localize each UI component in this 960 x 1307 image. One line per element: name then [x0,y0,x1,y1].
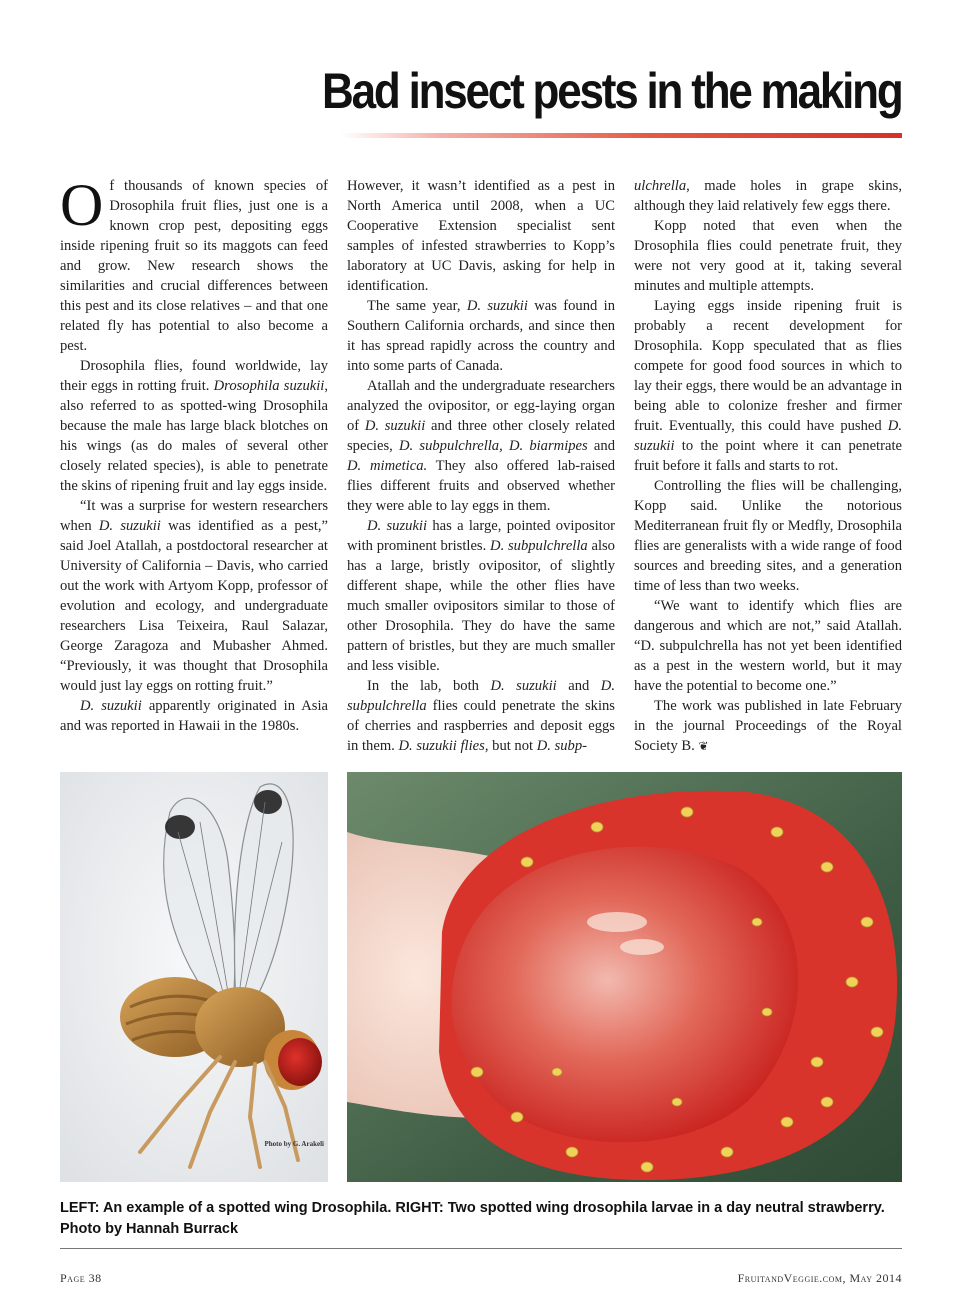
paragraph: D. suzukii apparently originated in Asia and was reported in Hawaii in the 1980s. [60,698,329,734]
footer-rule [60,1248,902,1249]
paragraph: Controlling the flies will be challenging, Kopp said. Unlike the notorious Mediterranean fruit fly or Medfly, Drosophila flies are generalists with a wide range of food sources and breeding sites, and a generation time of less than two weeks. [634,478,902,594]
paragraph: Of thousands of known species of Drosophila fruit flies, just one is a known crop pest, depositing eggs inside ripening fruit so its maggots can feed and grow. New research shows the similarities and crucial differences between this pest and its close relatives – and that one related fly has potential to also become a pest. [60,172,328,354]
paragraph: D. suzukii has a large, pointed ovipositor with prominent bristles. D. subpulchrella also has a large, bristly ovipositor, of slightly different shape, while the other flies have much smaller ovipositors similar to those of other Drosophila. They do have the same pattern of bristles, but they are much smaller and less visible. [347,518,615,674]
article-column-2 [347,176,615,756]
fly-photo-credit: Photo by G. Arakeli [264,1140,324,1148]
title-underline-rule [340,133,902,138]
paragraph: “It was a surprise for western researchers when D. suzukii was identified as a pest,” said Joel Atallah, a postdoctoral researcher at University of California – Davis, who carried out the work with Artyom Kopp, professor of evolution and ecology, and undergraduate researchers Lisa Teixeira, Raul Salazar, George Zaragoza and Mubasher Ahmed. “Previously, it was thought that Drosophila would just lay eggs on rotting fruit.” [60,498,329,694]
paragraph: “We want to identify which flies are dangerous and which are not,” said Atallah. “D. subpulchrella has not yet been identified as a pest in the western world, but it may have the potential to become one.” [634,598,902,694]
article-title: Bad insect pests in the making [322,63,902,119]
paragraph: The work was published in late February in the journal Proceedings of the Royal Society B. ❦ [634,698,902,754]
strawberry-illustration [347,772,902,1182]
paragraph: Atallah and the undergraduate researchers analyzed the ovipositor, or egg-laying organ of D. suzukii and three other closely related species, D. subpulchrella, D. biarmipes and D. mimetica. They also offered lab-raised flies different fruits and observed whether they were able to lay eggs in them. [347,378,615,514]
paragraph: Kopp noted that even when the Drosophila flies could penetrate fruit, they were not very good at it, taking several minutes and multiple attempts. [634,218,902,294]
drop-cap: O [60,172,104,238]
paragraph: Drosophila flies, found worldwide, lay their eggs in rotting fruit. Drosophila suzukii, also referred to as spotted-wing Drosophila because the male has large black blotches on his wings (as do males of several other closely related species), is able to penetrate the skins of ripening fruit and lay eggs inside. [60,358,329,494]
paragraph: However, it wasn’t identified as a pest in North America until 2008, when a UC Cooperative Extension specialist sent samples of infested strawberries to Kopp’s laboratory at UC Davis, asking for help in identification. [347,178,615,294]
publication-footer: FruitandVeggie.com, May 2014 [737,1271,902,1285]
paragraph: The same year, D. suzukii was found in Southern California orchards, and since then it has spread rapidly across the country and into some parts of Canada. [347,298,616,374]
paragraph: ulchrella, made holes in grape skins, although they laid relatively few eggs there. [634,178,902,214]
article-column-3 [634,176,902,756]
strawberry-photo [347,772,902,1182]
fly-photo [60,772,328,1182]
end-of-article-icon: ❦ [698,739,709,753]
paragraph: Laying eggs inside ripening fruit is probably a recent development for Drosophila. Kopp speculated that as flies compete for good food sources in which to lay their eggs, there would be an advantage in being able to colonize fresher and firmer fruit. Eventually, this could have pushed D. suzukii to the point where it can penetrate fruit before it falls and starts to rot. [634,298,902,474]
fly-illustration [60,772,328,1182]
page-number: Page 38 [60,1271,102,1285]
photo-caption: LEFT: An example of a spotted wing Drosophila. RIGHT: Two spotted wing drosophila larvae in a day neutral strawberry. Photo by Hannah Burrack [60,1200,885,1237]
article-column-1 [60,172,329,736]
paragraph: In the lab, both D. suzukii and D. subpulchrella flies could penetrate the skins of cherries and raspberries and deposit eggs in them. D. suzukii flies, but not D. subp- [347,678,615,754]
